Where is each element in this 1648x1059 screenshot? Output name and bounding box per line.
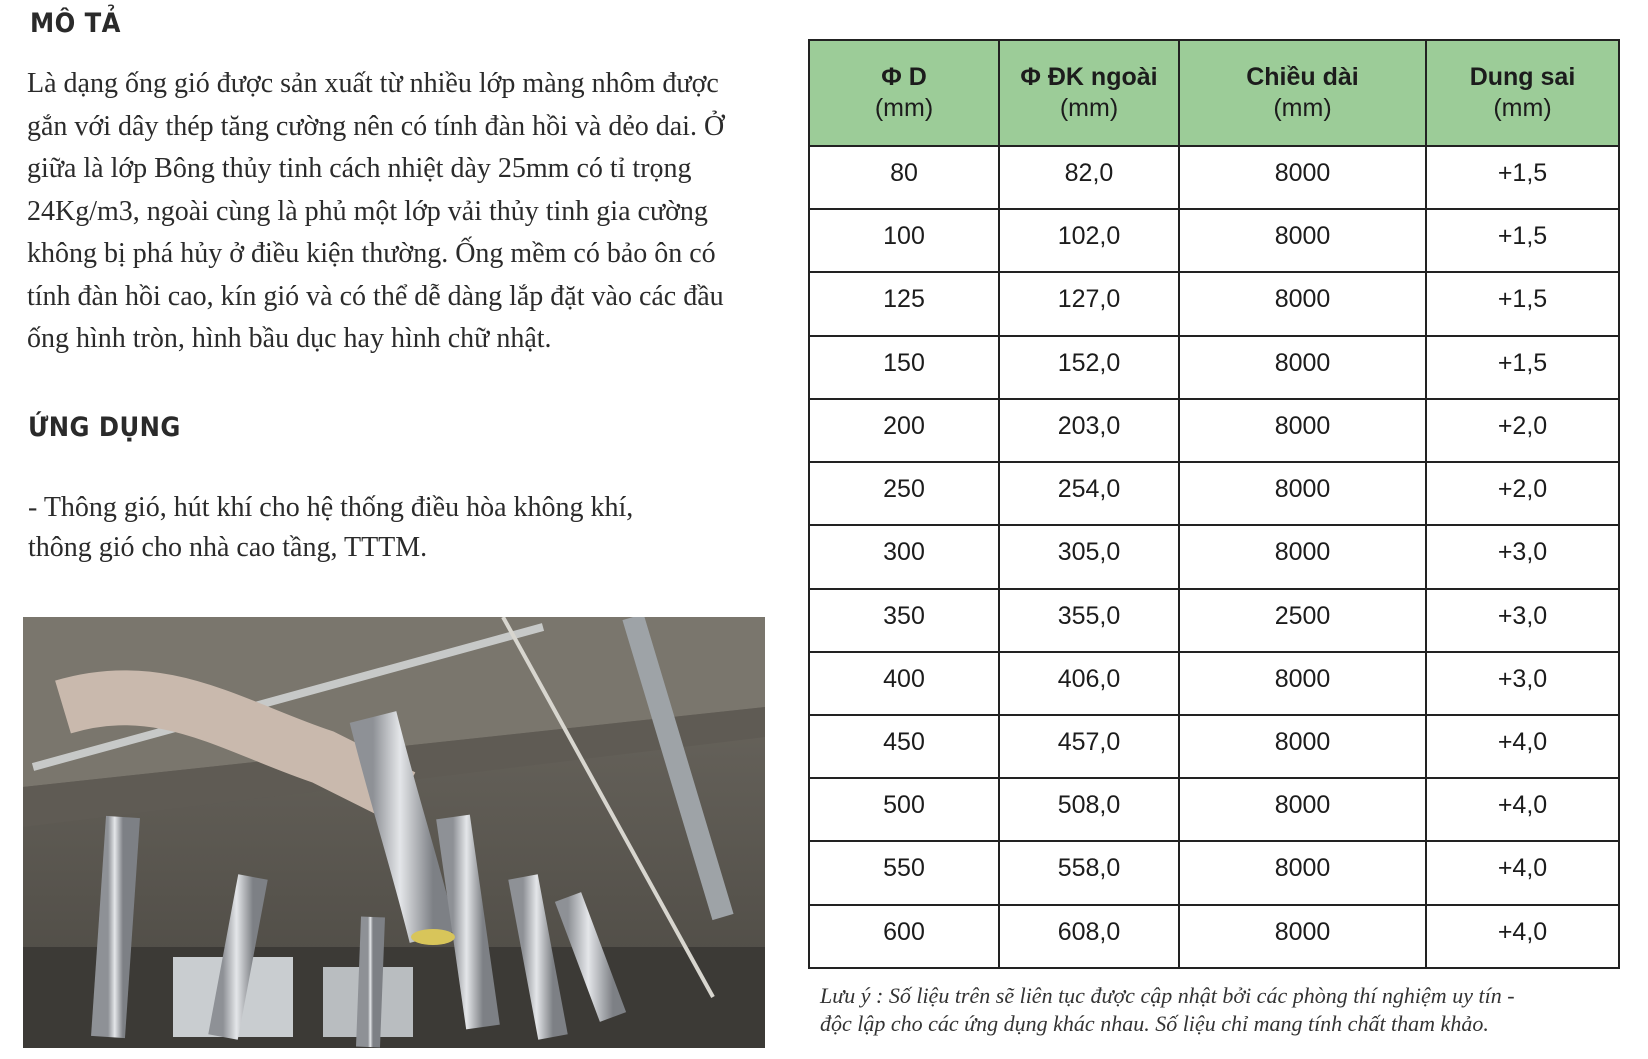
table-cell: 8000: [1179, 462, 1426, 525]
duct-size-table: [808, 39, 1620, 969]
table-row: [809, 715, 1619, 778]
description-line: Là dạng ống gió được sản xuất từ nhiều lớp màng nhôm được: [27, 68, 719, 99]
table-cell: 558,0: [999, 841, 1179, 904]
table-cell: 8000: [1179, 209, 1426, 272]
duct-installation-photo: [23, 617, 765, 1048]
table-cell: 8000: [1179, 336, 1426, 399]
column-header-length: Chiều dài (mm): [1179, 40, 1426, 146]
column-header-tolerance: Dung sai (mm): [1426, 40, 1619, 146]
table-cell: +2,0: [1426, 462, 1619, 525]
application-heading: ỨNG DỤNG: [28, 412, 181, 443]
table-cell: 8000: [1179, 399, 1426, 462]
table-cell: 350: [809, 589, 999, 652]
column-header-outer-diameter: Φ ĐK ngoài (mm): [999, 40, 1179, 146]
application-line: thông gió cho nhà cao tầng, TTTM.: [28, 532, 428, 563]
table-row: [809, 652, 1619, 715]
table-cell: 8000: [1179, 146, 1426, 209]
table-cell: 8000: [1179, 778, 1426, 841]
table-header-row: [809, 40, 1619, 146]
table-cell: +1,5: [1426, 146, 1619, 209]
table-cell: 8000: [1179, 715, 1426, 778]
table-cell: +1,5: [1426, 209, 1619, 272]
table-row: [809, 146, 1619, 209]
table-cell: 102,0: [999, 209, 1179, 272]
table-cell: 406,0: [999, 652, 1179, 715]
application-line: - Thông gió, hút khí cho hệ thống điều hòa không khí,: [28, 492, 634, 523]
table-cell: 500: [809, 778, 999, 841]
application-text: [28, 488, 748, 568]
table-cell: 608,0: [999, 905, 1179, 968]
table-row: [809, 778, 1619, 841]
table-cell: 203,0: [999, 399, 1179, 462]
table-cell: +1,5: [1426, 272, 1619, 335]
table-row: [809, 525, 1619, 588]
table-cell: +4,0: [1426, 905, 1619, 968]
description-heading: MÔ TẢ: [30, 8, 121, 39]
table-cell: 355,0: [999, 589, 1179, 652]
table-cell: 8000: [1179, 525, 1426, 588]
table-row: [809, 336, 1619, 399]
table-cell: 80: [809, 146, 999, 209]
table-cell: 127,0: [999, 272, 1179, 335]
table-cell: 8000: [1179, 652, 1426, 715]
table-cell: 300: [809, 525, 999, 588]
table-cell: 200: [809, 399, 999, 462]
table-cell: 508,0: [999, 778, 1179, 841]
table-cell: 8000: [1179, 841, 1426, 904]
table-cell: 100: [809, 209, 999, 272]
table-cell: 150: [809, 336, 999, 399]
table-cell: 254,0: [999, 462, 1179, 525]
table-cell: 8000: [1179, 272, 1426, 335]
description-text: [27, 63, 767, 361]
table-cell: +4,0: [1426, 841, 1619, 904]
table-cell: +3,0: [1426, 525, 1619, 588]
footnote-line: Lưu ý : Số liệu trên sẽ liên tục được cập nhật bởi các phòng thí nghiệm uy tín -: [820, 983, 1515, 1008]
description-line: 24Kg/m3, ngoài cùng là phủ một lớp vải thủy tinh gia cường: [27, 195, 708, 227]
table-cell: 152,0: [999, 336, 1179, 399]
table-cell: 2500: [1179, 589, 1426, 652]
table-row: [809, 905, 1619, 968]
table-cell: 82,0: [999, 146, 1179, 209]
column-header-diameter: Φ D (mm): [809, 40, 999, 146]
table-cell: +3,0: [1426, 652, 1619, 715]
footnote-line: độc lập cho các ứng dụng khác nhau. Số liệu chỉ mang tính chất tham khảo.: [820, 1011, 1489, 1036]
table-cell: 8000: [1179, 905, 1426, 968]
description-line: ống hình tròn, hình bầu dục hay hình chữ nhật.: [27, 323, 552, 354]
table-cell: 250: [809, 462, 999, 525]
table-cell: +2,0: [1426, 399, 1619, 462]
table-cell: 600: [809, 905, 999, 968]
table-cell: +4,0: [1426, 715, 1619, 778]
table-cell: +3,0: [1426, 589, 1619, 652]
table-row: [809, 841, 1619, 904]
description-line: giữa là lớp Bông thủy tinh cách nhiệt dày 25mm có tỉ trọng: [27, 153, 692, 184]
table-row: [809, 589, 1619, 652]
table-cell: 305,0: [999, 525, 1179, 588]
table-row: [809, 399, 1619, 462]
description-line: tính đàn hồi cao, kín gió và có thể dễ dàng lắp đặt vào các đầu: [27, 280, 724, 312]
table-cell: +4,0: [1426, 778, 1619, 841]
table-row: [809, 462, 1619, 525]
footnote: [820, 982, 1640, 1038]
table-cell: 550: [809, 841, 999, 904]
table-cell: +1,5: [1426, 336, 1619, 399]
table-row: [809, 209, 1619, 272]
table-cell: 125: [809, 272, 999, 335]
table-cell: 457,0: [999, 715, 1179, 778]
table-cell: 450: [809, 715, 999, 778]
table-row: [809, 272, 1619, 335]
table-cell: 400: [809, 652, 999, 715]
description-line: gắn với dây thép tăng cường nên có tính đàn hồi và dẻo dai. Ở: [27, 110, 725, 142]
description-line: không bị phá hủy ở điều kiện thường. Ống mềm có bảo ôn có: [27, 238, 716, 269]
